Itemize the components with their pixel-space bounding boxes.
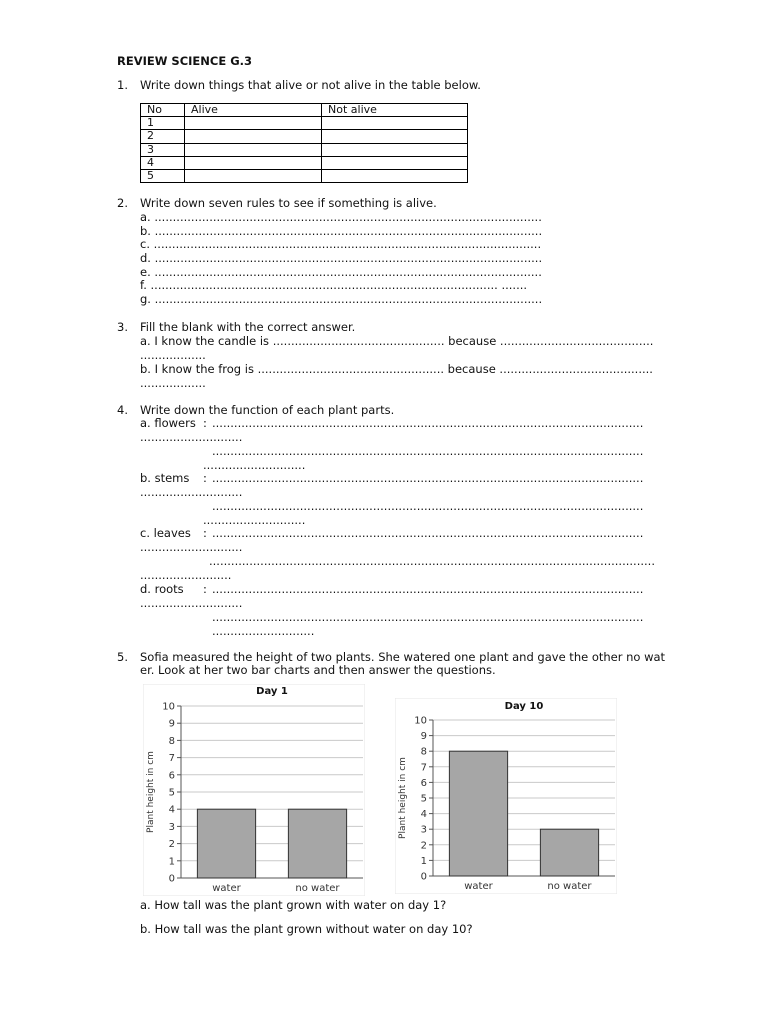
q4-roots-line-4[interactable]: ............................ [212,624,315,638]
not-alive-cell[interactable] [322,169,468,182]
q1-number: 1. [117,78,128,92]
q4-flowers-label: a. flowers [140,416,196,430]
header-no: No [141,104,185,117]
row-number: 3 [141,143,185,156]
q4-number: 4. [117,403,128,417]
q4-stems-line-2[interactable]: ............................ [140,485,243,499]
q2-answer-line-f[interactable]: f. ............................................................................................... ....... [140,278,528,292]
row-number: 5 [141,169,185,182]
q4-roots-line-2[interactable]: ............................ [140,596,243,610]
bar-water [197,809,255,878]
y-tick-label: 8 [168,735,175,747]
y-tick-label: 1 [168,856,175,868]
row-number: 2 [141,130,185,143]
q4-leaves-line-2[interactable]: ............................ [140,540,243,554]
y-tick-label: 5 [420,793,427,805]
q3-text: Fill the blank with the correct answer. [140,320,356,334]
q4-stems-line-4[interactable]: ............................ [203,513,306,527]
table-row [141,169,468,182]
table-row [141,117,468,130]
q4-leaves-label: c. leaves [140,526,191,540]
y-tick-label: 9 [420,731,427,743]
y-tick-label: 3 [420,824,427,836]
q4-flowers-line-3[interactable]: ...................................................................................................................... [212,444,644,458]
x-tick-label: water [464,881,493,892]
bar-no-water [540,829,598,876]
q4-roots-label: d. roots [140,582,184,596]
q2-number: 2. [117,196,128,210]
day10-bar-chart [395,698,617,894]
q4-flowers-line-1[interactable]: ...................................................................................................................... [212,416,644,430]
x-tick-label: no water [547,881,592,892]
alive-cell[interactable] [185,169,322,182]
y-tick-label: 0 [168,873,175,885]
q3-candle-line-cont[interactable]: .................. [140,348,206,362]
q4-flowers-colon: : [203,416,207,430]
table-row [141,143,468,156]
chart-title: Day 1 [256,686,288,697]
y-tick-label: 1 [420,855,427,867]
q4-leaves-line-4[interactable]: ......................... [140,568,232,582]
not-alive-cell[interactable] [322,156,468,169]
q2-answer-line-a[interactable]: a. .......................................................................................................... [140,210,542,224]
bar-no-water [288,809,346,878]
q5-question-b: b. How tall was the plant grown without water on day 10? [140,922,473,936]
y-tick-label: 3 [168,821,175,833]
q2-answer-line-g[interactable]: g. .......................................................................................................... [140,292,543,306]
q4-roots-line-1[interactable]: ...................................................................................................................... [212,582,644,596]
table-row [141,130,468,143]
bar-water [449,751,507,876]
q4-stems-line-1[interactable]: ...................................................................................................................... [212,471,644,485]
y-axis-label: Plant height in cm [398,757,408,839]
q1-text: Write down things that alive or not alive in the table below. [140,78,481,92]
q3-frog-line[interactable]: b. I know the frog is ................................................... because .......................................... [140,362,653,376]
q2-answer-line-e[interactable]: e. .......................................................................................................... [140,265,542,279]
q4-leaves-line-3[interactable]: .......................................................................................................................... [209,554,655,568]
y-tick-label: 0 [420,871,427,883]
q2-answer-line-d[interactable]: d. .......................................................................................................... [140,251,543,265]
x-tick-label: water [212,883,241,894]
y-tick-label: 10 [162,701,175,713]
q5-number: 5. [117,650,128,664]
header-alive: Alive [185,104,322,117]
day1-bar-chart [143,684,365,896]
y-tick-label: 6 [420,777,427,789]
alive-cell[interactable] [185,130,322,143]
not-alive-cell[interactable] [322,117,468,130]
y-tick-label: 4 [168,804,175,816]
q2-answer-line-b[interactable]: b. .......................................................................................................... [140,224,543,238]
q4-flowers-line-4[interactable]: ............................ [203,458,306,472]
q4-stems-line-3[interactable]: ...................................................................................................................... [212,499,644,513]
y-tick-label: 2 [168,839,175,851]
q3-frog-line-cont[interactable]: .................. [140,376,206,390]
q4-leaves-colon: : [203,526,207,540]
q3-candle-line[interactable]: a. I know the candle is ............................................... because .......................................... [140,334,654,348]
y-tick-label: 10 [414,715,427,727]
q5-question-a: a. How tall was the plant grown with water on day 1? [140,898,447,912]
alive-cell[interactable] [185,117,322,130]
q2-text: Write down seven rules to see if something is alive. [140,196,437,210]
y-axis-label: Plant height in cm [146,751,156,833]
q4-stems-colon: : [203,471,207,485]
table-row [141,156,468,169]
y-tick-label: 2 [420,840,427,852]
header-not-alive: Not alive [322,104,468,117]
q4-leaves-line-1[interactable]: ...................................................................................................................... [212,526,644,540]
table-header-row [141,104,468,117]
chart-title: Day 10 [504,701,544,712]
y-tick-label: 6 [168,770,175,782]
alive-table [140,103,468,183]
q5-text-line-2: er. Look at her two bar charts and then answer the questions. [140,663,496,677]
y-tick-label: 9 [168,718,175,730]
q4-flowers-line-2[interactable]: ............................ [140,430,243,444]
row-number: 1 [141,117,185,130]
q5-text-line-1: Sofia measured the height of two plants. She watered one plant and gave the other no wat [140,650,666,664]
q2-answer-line-c[interactable]: c. .......................................................................................................... [140,237,542,251]
q4-stems-label: b. stems [140,471,190,485]
q4-roots-colon: : [203,582,207,596]
page-title: REVIEW SCIENCE G.3 [117,54,253,68]
alive-cell[interactable] [185,156,322,169]
alive-cell[interactable] [185,143,322,156]
not-alive-cell[interactable] [322,143,468,156]
not-alive-cell[interactable] [322,130,468,143]
y-tick-label: 7 [420,762,427,774]
y-tick-label: 5 [168,787,175,799]
q4-roots-line-3[interactable]: ...................................................................................................................... [212,610,644,624]
x-tick-label: no water [295,883,340,894]
y-tick-label: 8 [420,746,427,758]
y-tick-label: 4 [420,809,427,821]
y-tick-label: 7 [168,753,175,765]
row-number: 4 [141,156,185,169]
q4-text: Write down the function of each plant parts. [140,403,395,417]
q3-number: 3. [117,320,128,334]
